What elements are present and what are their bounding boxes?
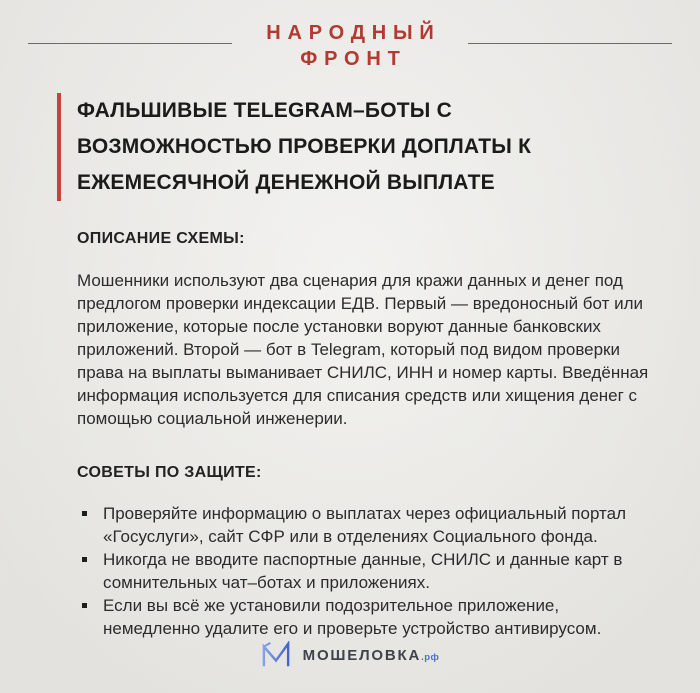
- bullet-square-icon: [82, 557, 87, 562]
- header-rule-right: [468, 43, 672, 44]
- bullet-square-icon: [82, 511, 87, 516]
- tip-text: Если вы всё же установили подозрительное приложение, немедленно удалите его и проверьте устройство антивирусом.: [103, 595, 602, 638]
- description-heading: ОПИСАНИЕ СХЕМЫ:: [77, 229, 245, 247]
- footer-wordmark: [303, 647, 440, 664]
- tips-list: [77, 502, 660, 640]
- mosholovka-footer: [0, 641, 700, 669]
- list-item: [77, 594, 660, 640]
- brand-word-bottom: ФРОНТ: [300, 48, 407, 71]
- title-block: [57, 93, 660, 201]
- description-body: Мошенники используют два сценария для кражи данных и денег под предлогом проверки индексации ЕДВ. Первый — вредоносный бот или приложение, которые после установки воруют данные банковских приложений. Второй — бот в Telegram, который под видом проверки права на выплаты выманивает СНИЛС, ИНН и номер карты. Введённая информация используется для списания средств или хищения денег с помощью социальной инженерии.: [77, 270, 649, 428]
- footer-brand-text: МОШЕЛОВКА: [302, 646, 422, 664]
- footer-domain-suffix: .рф: [421, 651, 440, 663]
- brand-header: [0, 0, 700, 73]
- list-item: [77, 548, 660, 594]
- page-title: ФАЛЬШИВЫЕ TELEGRAM–БОТЫ С ВОЗМОЖНОСТЬЮ ПРОВЕРКИ ДОПЛАТЫ К ЕЖЕМЕСЯЧНОЙ ДЕНЕЖНОЙ ВЫПЛАТЕ: [77, 98, 532, 194]
- mosholovka-m-icon: [261, 641, 291, 669]
- brand-word-top: НАРОДНЫЙ: [266, 22, 441, 44]
- tips-heading: СОВЕТЫ ПО ЗАЩИТЕ:: [77, 463, 262, 481]
- tip-text: Проверяйте информацию о выплатах через официальный портал «Госуслуги», сайт СФР или в отделениях Социального фонда.: [103, 503, 626, 546]
- scheme-description-section: [77, 230, 660, 430]
- bullet-square-icon: [82, 603, 87, 608]
- list-item: [77, 502, 660, 548]
- header-rule-left: [28, 43, 232, 44]
- tip-text: Никогда не вводите паспортные данные, СНИЛС и данные карт в сомнительных чат–ботах и приложениях.: [103, 549, 623, 592]
- protection-tips-section: [77, 464, 660, 640]
- narodny-front-logo: [232, 20, 468, 73]
